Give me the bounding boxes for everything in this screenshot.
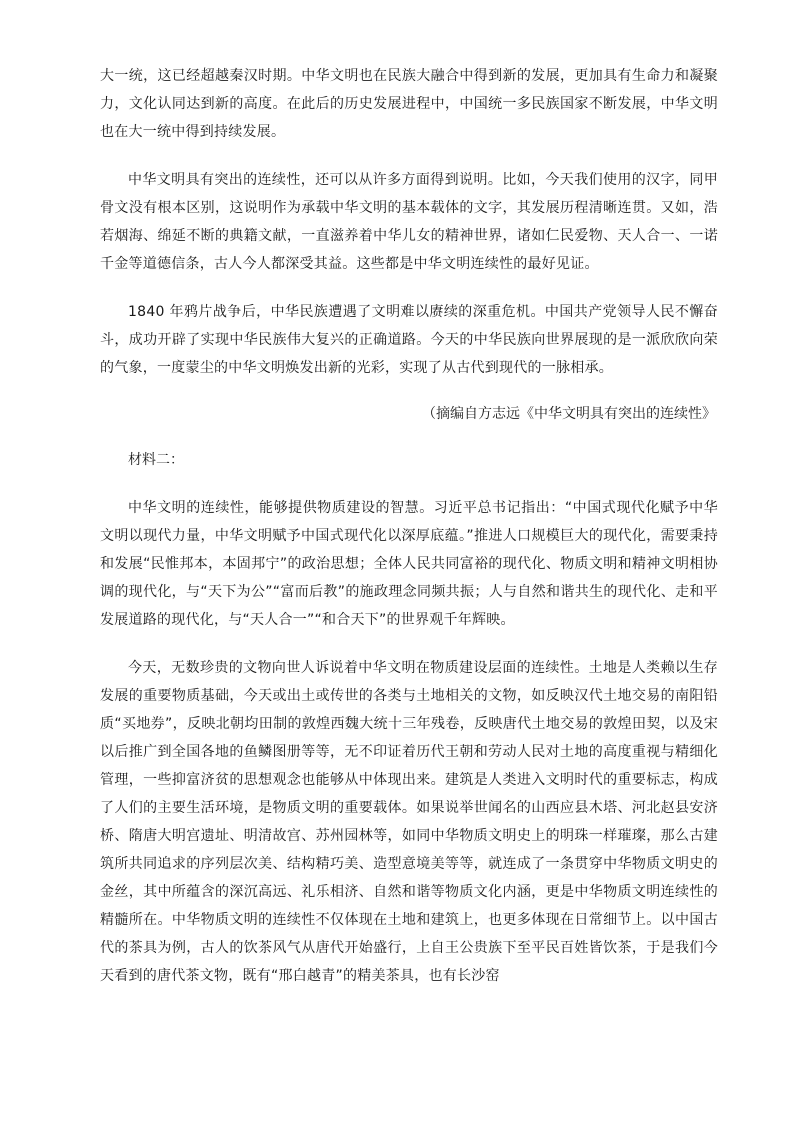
paragraph-continuation: 大一统，这已经超越秦汉时期。中华文明也在民族大融合中得到新的发展，更加具有生命力和凝聚力，文化认同达到新的高度。在此后的历史发展进程中，中国统一多民族国家不断发展，中华文明也在大一统中得到持续发展。 <box>100 68 718 140</box>
material-two-label: 材料二： <box>128 452 184 468</box>
paragraph-continuity-evidence: 中华文明具有突出的连续性，还可以从许多方面得到说明。比如，今天我们使用的汉字，同甲骨文没有根本区别，这说明作为承载中华文明的基本载体的文字，其发展历程清晰连贯。又如，浩若烟海、绵延不断的典籍文献，一直滋养着中华儿女的精神世界，诸如仁民爱物、天人合一、一诺千金等道德信条，古人今人都深受其益。这些都是中华文明连续性的最好见证。 <box>100 172 718 272</box>
document-page <box>100 62 718 990</box>
source-citation: （摘编自方志远《中华文明具有突出的连续性》 <box>422 406 716 422</box>
paragraph-modern-revival: 1840 年鸦片战争后，中华民族遭遇了文明难以赓续的深重危机。中国共产党领导人民不懈奋斗，成功开辟了实现中华民族伟大复兴的正确道路。今天的中华民族向世界展现的是一派欣欣向荣的气象，一度蒙尘的中华文明焕发出新的光彩，实现了从古代到现代的一脉相承。 <box>100 304 718 376</box>
paragraph-cultural-relics: 今天，无数珍贵的文物向世人诉说着中华文明在物质建设层面的连续性。土地是人类赖以生存发展的重要物质基础，今天或出土或传世的各类与土地相关的文物，如反映汉代土地交易的南阳铅质“买地券”，反映北朝均田制的敦煌西魏大统十三年残卷，反映唐代土地交易的敦煌田契，以及宋以后推广到全国各地的鱼鳞图册等等，无不印证着历代王朝和劳动人民对土地的高度重视与精细化管理，一些抑富济贫的思想观念也能够从中体现出来。建筑是人类进入文明时代的重要标志，构成了人们的主要生活环境，是物质文明的重要载体。如果说举世闻名的山西应县木塔、河北赵县安济桥、隋唐大明宫遗址、明清故宫、苏州园林等，如同中华物质文明史上的明珠一样璀璨，那么古建筑所共同追求的序列层次美、结构精巧美、造型意境美等等，就连成了一条贯穿中华物质文明史的金丝，其中所蕴含的深沉高远、礼乐相济、自然和谐等物质文化内涵，更是中华物质文明连续性的精髓所在。中华物质文明的连续性不仅体现在土地和建筑上，也更多体现在日常细节上。以中国古代的茶具为例，古人的饮茶风气从唐代开始盛行，上自王公贵族下至平民百姓皆饮茶，于是我们今天看到的唐代茶文物，既有“邢白越青”的精美茶具，也有长沙窑 <box>100 660 718 984</box>
paragraph-material-construction: 中华文明的连续性，能够提供物质建设的智慧。习近平总书记指出：“中国式现代化赋予中华文明以现代力量，中华文明赋予中国式现代化以深厚底蕴。”推进人口规模巨大的现代化，需要秉持和发展“民惟邦本，本固邦宁”的政治思想；全体人民共同富裕的现代化、物质文明和精神文明相协调的现代化，与“天下为公”“富而后教”的施政理念同频共振；人与自然和谐共生的现代化、走和平发展道路的现代化，与“天人合一”“和合天下”的世界观千年辉映。 <box>100 500 718 628</box>
